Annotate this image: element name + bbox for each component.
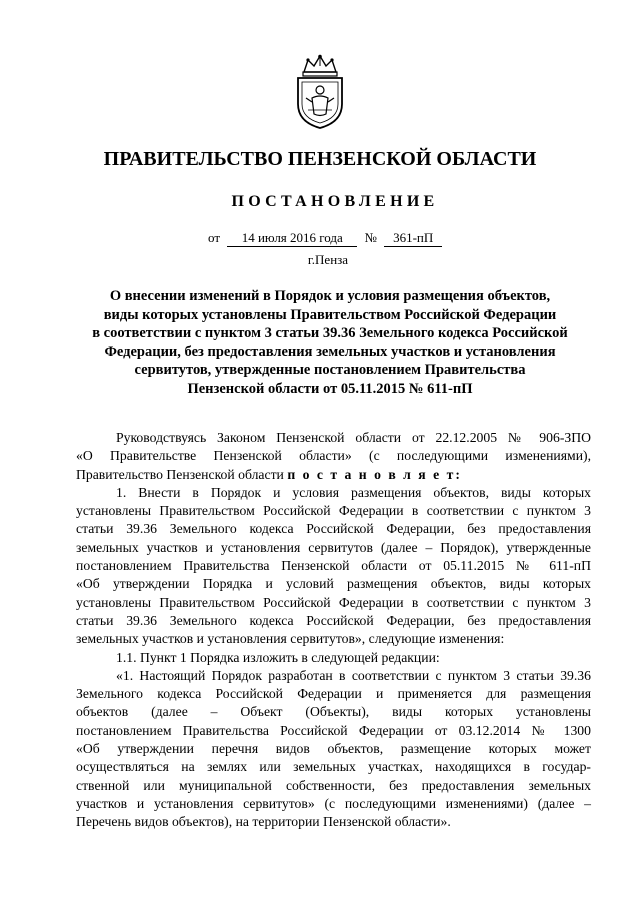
body-line: 1. Внести в Порядок и условия размещения объектов, виды которых xyxy=(116,484,591,500)
body-line: участков и установления сервитутов» (с последующими изменениями) (далее – xyxy=(76,795,591,811)
body-line: установлены Правительством Российской Федерации в соответствии с пунктом 3 xyxy=(76,503,591,519)
body-line: постановлением Правительства Пензенской области от 05.11.2015 № 611-пП xyxy=(76,558,591,574)
body-line: «Об утверждении Порядка и условий размещения объектов, виды которых xyxy=(76,576,591,592)
document-type: ПОСТАНОВЛЕНИЕ xyxy=(231,193,439,210)
heading-line: О внесении изменений в Порядок и условия размещения объектов, xyxy=(109,288,551,304)
body-line xyxy=(76,466,591,484)
body-line: «Об утверждении перечня видов объектов, размещение которых может xyxy=(76,741,591,757)
government-title: ПРАВИТЕЛЬСТВО ПЕНЗЕНСКОЙ ОБЛАСТИ xyxy=(103,148,537,170)
body-line: «1. Настоящий Порядок разработан в соответствии с пунктом 3 статьи 39.36 xyxy=(116,667,591,683)
document-date: 14 июля 2016 года xyxy=(227,229,357,247)
body-line: установлены Правительством Российской Федерации в соответствии с пунктом 3 xyxy=(76,594,591,610)
coat-of-arms-emblem xyxy=(290,54,350,130)
city: г.Пенза xyxy=(307,252,349,267)
body-line: постановлением Правительства Российской Федерации от 03.12.2014 № 1300 xyxy=(76,722,591,738)
date-prefix: от xyxy=(208,230,221,245)
heading-line: в соответствии с пунктом 3 статьи 39.36 Земельного кодекса Российской xyxy=(92,325,568,342)
number-prefix: № xyxy=(364,230,377,245)
body-line: 1.1. Пункт 1 Порядка изложить в следующей редакции: xyxy=(116,649,440,665)
body-line: ственной или муниципальной собственности, без предоставления земельных xyxy=(76,777,591,793)
document-number: 361-пП xyxy=(384,229,442,247)
resolves-word: п о с т а н о в л я е т: xyxy=(287,466,462,482)
document-heading xyxy=(80,287,580,399)
heading-line: Федерации, без предоставления земельных участков и установления xyxy=(104,343,556,360)
body-line: Руководствуясь Законом Пензенской области от 22.12.2005 № 906-ЗПО xyxy=(116,430,591,445)
heading-line: Пензенской области от 05.11.2015 № 611-пП xyxy=(187,380,473,397)
body-line: объектов (далее – Объект (Объекты), виды которых установлены xyxy=(76,704,591,720)
body-line: Перечень видов объектов), на территории Пензенской области». xyxy=(76,814,451,830)
intro-last-text: Правительство Пензенской области xyxy=(76,466,288,482)
body-line: осуществляться на землях или земельных участках, находящихся в государ- xyxy=(76,759,591,775)
body-line: «О Правительстве Пензенской области» (с последующими изменениями), xyxy=(76,448,591,464)
body-line: статьи 39.36 Земельного кодекса Российской Федерации, без предоставления xyxy=(76,612,591,628)
heading-line: сервитутов, утвержденные постановлением Правительства xyxy=(134,362,526,379)
body-line: Земельного кодекса Российской Федерации и применяется для размещения xyxy=(76,686,591,702)
date-number-line xyxy=(208,229,442,247)
body-line: земельных участков и установления сервитутов (далее – Порядок), утвержденные xyxy=(76,539,591,555)
heading-line: виды которых установлены Правительством Российской Федерации xyxy=(103,306,557,323)
document-body xyxy=(76,429,591,832)
body-line: земельных участков и установления сервитутов», следующие изменения: xyxy=(76,631,505,647)
body-line: статьи 39.36 Земельного кодекса Российской Федерации, без предоставления xyxy=(76,521,591,537)
